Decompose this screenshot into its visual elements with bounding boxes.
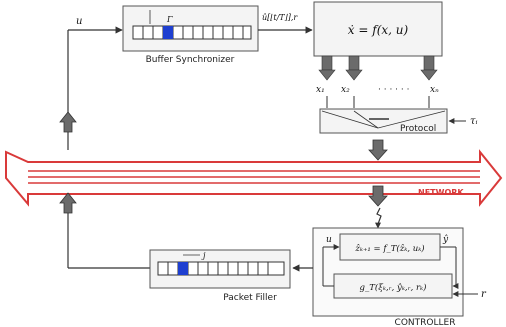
buffer-cells — [133, 26, 251, 39]
controller-label: CONTROLLER — [394, 318, 456, 327]
network-label: NETWORK — [418, 188, 464, 197]
controller-yhat-label: ŷ — [443, 235, 449, 245]
u-signal-label: u — [76, 16, 83, 27]
sensor-lines — [327, 96, 429, 108]
sensor-label-2: x₂ — [341, 85, 350, 95]
packet-filler — [150, 250, 290, 303]
protocol-input-label: τᵢ — [470, 116, 478, 127]
left-feedback-path — [68, 16, 150, 268]
controller-block — [313, 228, 463, 327]
packet-cells — [158, 262, 284, 275]
buffer-output-label: û[⌊t/T⌋],r — [262, 13, 298, 22]
reference-label: r — [481, 289, 486, 300]
sensor-pin-icon — [346, 56, 362, 80]
sensor-pin-icon — [319, 56, 335, 80]
controller-u-label: u — [326, 235, 332, 245]
protocol-block — [320, 109, 447, 134]
packet-index-label: j — [203, 251, 206, 260]
buffer-synchronizer — [123, 6, 258, 65]
sensor-label-dots: · · · · · · — [378, 85, 410, 95]
network-band — [6, 152, 501, 204]
packet-filler-label: Packet Filler — [223, 293, 277, 303]
protocol-label: Protocol — [400, 124, 437, 134]
predictor-equation: ẑₖ₊₁ = f_T(ẑₖ, uₖ) — [355, 244, 425, 254]
up-arrow-icon — [60, 193, 76, 213]
sensor-label-1: x₁ — [316, 85, 325, 95]
sensor-label-n: xₙ — [430, 85, 439, 95]
lightning-icon — [377, 208, 381, 224]
control-law-equation: g_T(ξₖ,ᵣ, ŷₖ,ᵣ, rₖ) — [359, 283, 427, 293]
plant-block — [314, 2, 442, 56]
plant-equation: ẋ = f(x, u) — [347, 23, 409, 37]
down-arrow-icon — [369, 140, 387, 160]
buffer-index-label: Γ — [167, 15, 173, 24]
buffer-synchronizer-label: Buffer Synchronizer — [145, 55, 235, 65]
packet-active-cell — [178, 262, 188, 275]
buffer-active-cell — [163, 26, 173, 39]
up-arrow-icon — [60, 112, 76, 132]
sensor-pins — [319, 56, 437, 80]
sensor-pin-icon — [421, 56, 437, 80]
